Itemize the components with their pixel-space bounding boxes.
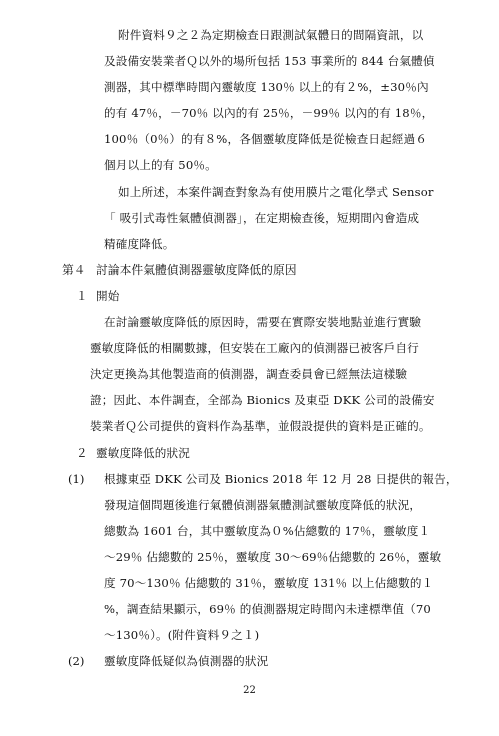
paragraph-1-line-5: 100％（0％）的有８%，各個靈敏度降低是從檢查日起經過６ (104, 132, 428, 146)
item-1-line-1: 根據東亞 DKK 公司及 Bionics 2018 年 12 月 28 日提供的報告， (104, 472, 458, 486)
item-1-number: (1) (68, 472, 85, 486)
item-2-title: 靈敏度降低疑似為偵測器的狀況 (104, 654, 269, 668)
paragraph-3-line-4: 證；因此、本件調查，全部為 Bionics 及東亞 DKK 公司的設備安 (90, 393, 435, 407)
paragraph-2-line-3: 精確度降低。 (104, 237, 175, 251)
paragraph-3-line-1: 在討論靈敏度降低的原因時，需要在實際安裝地點並進行實驗 (104, 315, 422, 329)
paragraph-3-line-3: 決定更換為其他製造商的偵測器，調查委員會已經無法這樣驗 (90, 367, 408, 381)
subsection-1-number: １ (76, 289, 88, 303)
section-4-number: 第４ (62, 263, 86, 277)
item-1-line-2: 發現這個問題後進行氣體偵測器氣體測試靈敏度降低的狀況， (104, 498, 422, 512)
paragraph-1-line-4: 的有 47％，－70％ 以內的有 25％，－99％ 以內的有 18％， (104, 106, 434, 120)
paragraph-1-line-2: 及設備安裝業者Ｑ以外的場所包括 153 事業所的 844 台氣體偵 (104, 54, 435, 68)
item-1-line-6: %，調查結果顯示，69％ 的偵測器規定時間內未達標準值（70 (104, 602, 431, 616)
section-4-title: 討論本件氣體偵測器靈敏度降低的原因 (96, 263, 297, 277)
item-1-line-4: ～29％ 佔總數的 25％，靈敏度 30～69％佔總數的 26％，靈敏 (104, 550, 442, 564)
subsection-1-title: 開始 (96, 289, 120, 303)
subsection-2-number: ２ (76, 446, 88, 460)
paragraph-1-line-3: 測器，其中標準時間內靈敏度 130％ 以上的有２%，±30％內 (104, 80, 429, 94)
item-2-number: (2) (68, 654, 85, 668)
subsection-2-title: 靈敏度降低的狀況 (96, 446, 190, 460)
page-number: 22 (243, 685, 256, 696)
paragraph-1-line-1: 附件資料９之２為定期檢查日跟測試氣體日的間隔資訊，以 (118, 28, 424, 42)
item-1-line-5: 度 70～130％ 佔總數的 31％，靈敏度 131％ 以上佔總數的１ (104, 576, 434, 590)
paragraph-2-line-1: 如上所述，本案件調查對象為有使用膜片之電化學式 Sensor (118, 185, 434, 199)
paragraph-3-line-5: 裝業者Ｑ公司提供的資料作為基準，並假設提供的資料是正確的。 (90, 419, 431, 433)
paragraph-2-line-2: 「 吸引式毒性氣體偵測器」，在定期檢查後，短期間內會造成 (104, 211, 420, 225)
item-1-line-3: 總數為 1601 台，其中靈敏度為０%佔總數的 17％，靈敏度１ (104, 524, 431, 538)
paragraph-3-line-2: 靈敏度降低的相關數據，但安裝在工廠內的偵測器已被客戶自行 (90, 341, 419, 355)
item-1-line-7: ～130％）。(附件資料９之１) (104, 628, 260, 642)
paragraph-1-line-6: 個月以上的有 50％。 (104, 158, 217, 172)
